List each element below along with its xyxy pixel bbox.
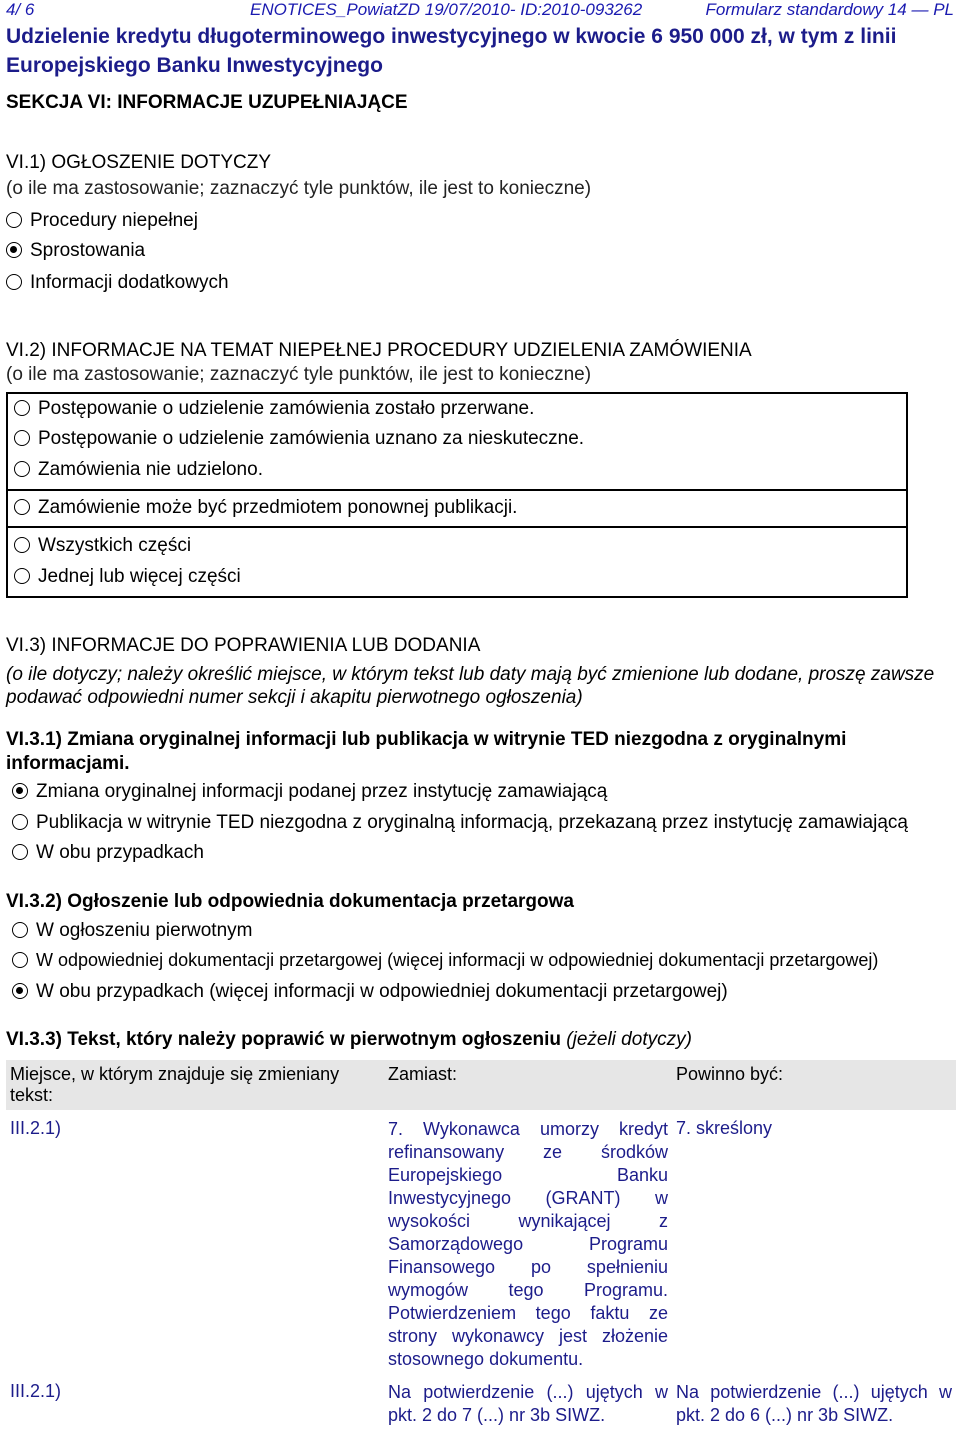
- vi1-option[interactable]: [6, 240, 145, 262]
- vi2-option[interactable]: [14, 459, 263, 481]
- vi31-option[interactable]: [12, 842, 204, 864]
- section-title: SEKCJA VI: INFORMACJE UZUPEŁNIAJĄCE: [6, 92, 408, 113]
- vi32-option[interactable]: [12, 920, 252, 942]
- radio-icon[interactable]: [6, 212, 22, 228]
- radio-selected-icon[interactable]: [6, 242, 22, 258]
- vi2-option[interactable]: [14, 566, 241, 588]
- vi2-option-label: Postępowanie o udzielenie zamówienia uznano za nieskuteczne.: [38, 428, 585, 449]
- vi2-option-label: Postępowanie o udzielenie zamówienia zostało przerwane.: [38, 398, 535, 419]
- radio-icon[interactable]: [14, 461, 30, 477]
- vi2-option[interactable]: [14, 428, 584, 450]
- radio-icon[interactable]: [14, 568, 30, 584]
- radio-selected-icon[interactable]: [12, 783, 28, 799]
- vi32-option-label: W ogłoszeniu pierwotnym: [36, 920, 253, 941]
- table-row: [6, 1371, 956, 1427]
- radio-icon[interactable]: [14, 400, 30, 416]
- notice-id: ENOTICES_PowiatZD 19/07/2010- ID:2010-093262: [250, 0, 643, 19]
- divider: [6, 526, 908, 528]
- cell-should-be: Na potwierdzenie (...) ujętych w pkt. 2 do 6 (...) nr 3b SIWZ.: [676, 1382, 952, 1425]
- vi1-heading: VI.1) OGŁOSZENIE DOTYCZY: [6, 152, 271, 173]
- vi31-heading: informacjami.: [6, 753, 130, 774]
- vi1-option[interactable]: [6, 210, 198, 232]
- cell-place: III.2.1): [10, 1381, 62, 1401]
- corrections-table: [6, 1060, 956, 1427]
- vi2-option[interactable]: [14, 398, 534, 420]
- vi32-option[interactable]: [12, 981, 728, 1003]
- vi2-option-label: Zamówienia nie udzielono.: [38, 459, 263, 480]
- vi31-heading: VI.3.1) Zmiana oryginalnej informacji lub publikacja w witrynie TED niezgodna z oryginalnymi: [6, 729, 847, 750]
- radio-icon[interactable]: [14, 499, 30, 515]
- vi33-heading-note: (jeżeli dotyczy): [566, 1029, 692, 1050]
- form-name: Formularz standardowy 14 — PL: [705, 0, 954, 19]
- notice-title: Udzielenie kredytu długoterminowego inwestycyjnego w kwocie 6 950 000 zł, w tym z linii Europejskiego Banku Inwestycyjnego: [6, 25, 897, 77]
- page-number: 4/ 6: [6, 0, 35, 19]
- radio-icon[interactable]: [14, 430, 30, 446]
- vi31-option[interactable]: [12, 781, 607, 803]
- vi31-option[interactable]: [12, 812, 908, 834]
- vi2-option[interactable]: [14, 535, 191, 557]
- vi1-option[interactable]: [6, 272, 229, 294]
- vi1-option-label: Procedury niepełnej: [30, 210, 198, 231]
- vi2-option-label: Zamówienie może być przedmiotem ponownej publikacji.: [38, 497, 518, 518]
- radio-icon[interactable]: [14, 537, 30, 553]
- radio-icon[interactable]: [12, 952, 28, 968]
- vi3-note: (o ile dotyczy; należy określić miejsce, w którym tekst lub daty mają być zmienione lub dodane, proszę zawsze: [6, 664, 935, 685]
- radio-selected-icon[interactable]: [12, 983, 28, 999]
- vi2-option-label: Wszystkich części: [38, 535, 192, 556]
- radio-icon[interactable]: [6, 274, 22, 290]
- vi2-option[interactable]: [14, 497, 517, 519]
- cell-instead: 7. Wykonawca umorzy kredyt refinansowany ze środków Europejskiego Banku Inwestycyjnego (GRANT) w wysokości wynikającej z Samorządowego Programu Finansowego po spełnieniu wymogów tego Programu. Potwierdzeniem tego faktu ze strony wykonawcy jest złożenie stosownego dokumentu.: [388, 1119, 668, 1369]
- table-row: [6, 1110, 956, 1371]
- vi2-option-label: Jednej lub więcej części: [38, 566, 241, 587]
- vi32-option[interactable]: [12, 950, 878, 971]
- vi3-heading: VI.3) INFORMACJE DO POPRAWIENIA LUB DODANIA: [6, 635, 481, 656]
- vi3-note: podawać odpowiedni numer sekcji i akapitu pierwotnego ogłoszenia): [6, 687, 583, 708]
- vi32-heading: VI.3.2) Ogłoszenie lub odpowiednia dokumentacja przetargowa: [6, 891, 574, 912]
- column-header: Powinno być:: [672, 1060, 956, 1110]
- radio-icon[interactable]: [12, 922, 28, 938]
- column-header: Zamiast:: [384, 1060, 672, 1110]
- vi32-option-label: W odpowiedniej dokumentacji przetargowej (więcej informacji w odpowiedniej dokumentacji przetargowej): [36, 950, 879, 970]
- table-header-row: [6, 1060, 956, 1110]
- vi2-heading: VI.2) INFORMACJE NA TEMAT NIEPEŁNEJ PROCEDURY UDZIELENIA ZAMÓWIENIA: [6, 340, 752, 361]
- vi31-option-label: Publikacja w witrynie TED niezgodna z oryginalną informacją, przekazaną przez instytucję zamawiającą: [36, 812, 908, 833]
- radio-icon[interactable]: [12, 844, 28, 860]
- vi1-note: (o ile ma zastosowanie; zaznaczyć tyle punktów, ile jest to konieczne): [6, 178, 592, 199]
- cell-instead: Na potwierdzenie (...) ujętych w pkt. 2 do 7 (...) nr 3b SIWZ.: [388, 1382, 668, 1425]
- vi33-heading: VI.3.3) Tekst, który należy poprawić w pierwotnym ogłoszeniu: [6, 1029, 561, 1050]
- cell-should-be: 7. skreślony: [676, 1118, 773, 1138]
- vi33-heading-line: [6, 1029, 692, 1051]
- column-header: Miejsce, w którym znajduje się zmieniany tekst:: [6, 1060, 384, 1110]
- cell-place: III.2.1): [10, 1118, 62, 1138]
- radio-icon[interactable]: [12, 814, 28, 830]
- divider: [6, 489, 908, 491]
- vi32-option-label: W obu przypadkach (więcej informacji w odpowiedniej dokumentacji przetargowej): [36, 981, 728, 1002]
- vi31-option-label: Zmiana oryginalnej informacji podanej przez instytucję zamawiającą: [36, 781, 608, 802]
- vi31-option-label: W obu przypadkach: [36, 842, 204, 863]
- vi1-option-label: Sprostowania: [30, 240, 146, 261]
- vi2-note: (o ile ma zastosowanie; zaznaczyć tyle punktów, ile jest to konieczne): [6, 364, 592, 385]
- page-header: [6, 0, 954, 20]
- vi1-option-label: Informacji dodatkowych: [30, 272, 229, 293]
